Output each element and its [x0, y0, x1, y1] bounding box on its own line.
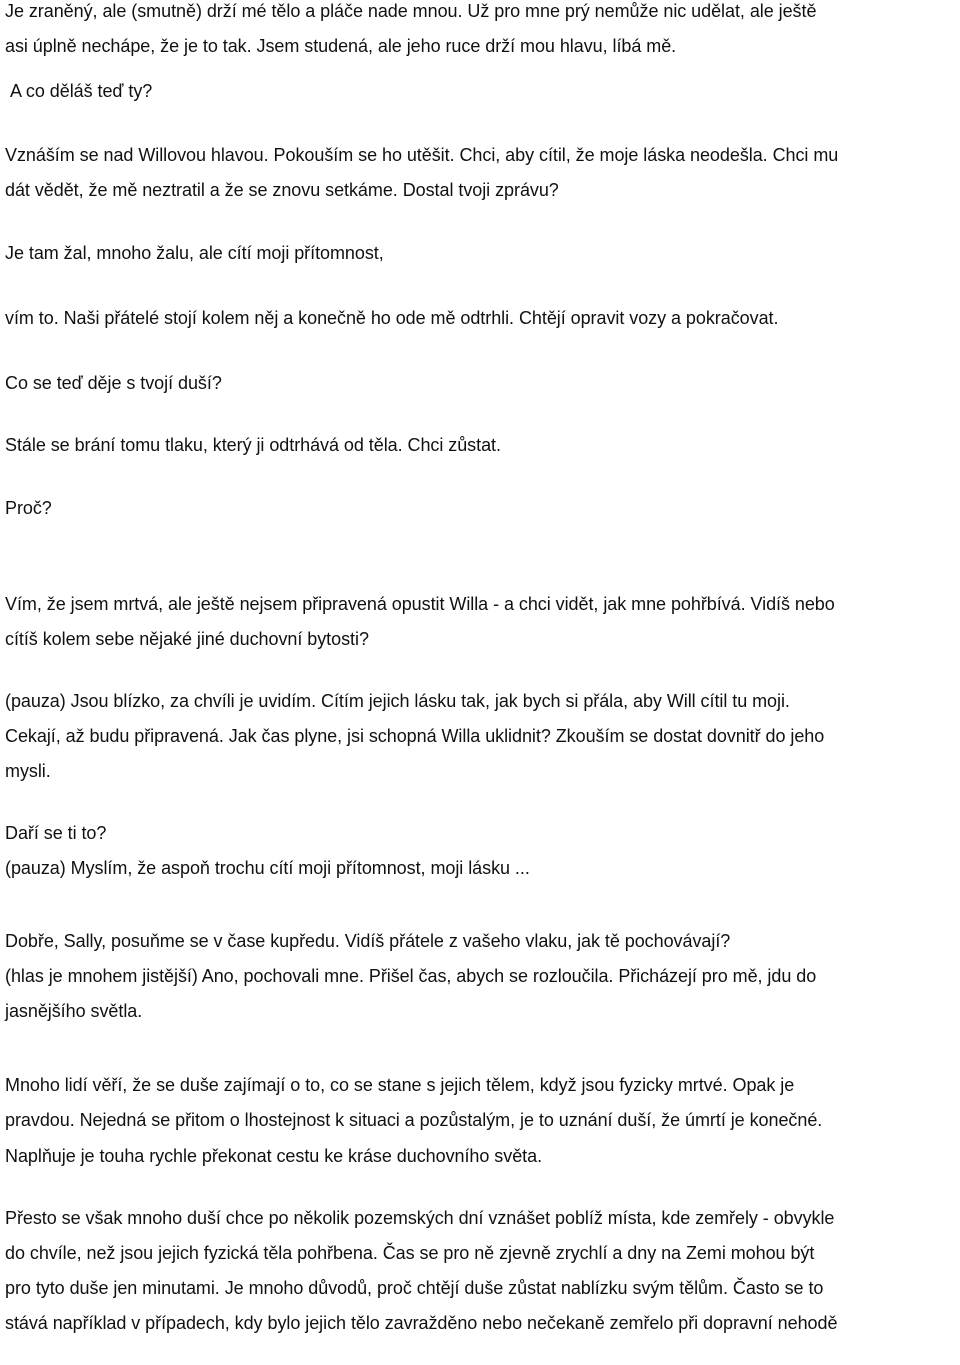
- text-line: Přesto se však mnoho duší chce po několik pozemských dní vznášet poblíž místa, kde zemřely - obvykle: [5, 1208, 835, 1228]
- text-line: stává například v případech, kdy bylo jejich tělo zavražděno nebo nečekaně zemřelo při dopravní nehodě: [5, 1313, 838, 1333]
- text-line: Cekají, až budu připravená. Jak čas plyne, jsi schopná Willa uklidnit? Zkouším se dostat dovnitř do jeho: [5, 726, 825, 746]
- text-line: Je tam žal, mnoho žalu, ale cítí moji přítomnost,: [5, 243, 384, 263]
- question-line: Daří se ti to?: [5, 823, 107, 843]
- text-line: cítíš kolem sebe nějaké jiné duchovní bytosti?: [5, 629, 369, 649]
- text-line: jasnějšího světla.: [5, 1001, 143, 1021]
- text-line: vím to. Naši přátelé stojí kolem něj a konečně ho ode mě odtrhli. Chtějí opravit vozy a pokračovat.: [5, 308, 779, 328]
- text-line: pravdou. Nejedná se přitom o lhostejnost k situaci a pozůstalým, je to uznání duší, že úmrtí je konečné.: [5, 1110, 823, 1130]
- text-line: dát vědět, že mě neztratil a že se znovu setkáme. Dostal tvoji zprávu?: [5, 180, 559, 200]
- question-line: A co děláš teď ty?: [10, 81, 153, 101]
- text-line: Naplňuje je touha rychle překonat cestu ke kráse duchovního světa.: [5, 1146, 543, 1166]
- text-line: (pauza) Jsou blízko, za chvíli je uvidím. Cítím jejich lásku tak, jak bych si přála, aby Will cítil tu moji.: [5, 691, 790, 711]
- text-line: do chvíle, než jsou jejich fyzická těla pohřbena. Čas se pro ně zjevně zrychlí a dny na Zemi mohou být: [5, 1243, 815, 1263]
- text-line: pro tyto duše jen minutami. Je mnoho důvodů, proč chtějí duše zůstat nablízku svým tělům. Často se to: [5, 1278, 824, 1298]
- text-line: (pauza) Myslím, že aspoň trochu cítí moji přítomnost, moji lásku ...: [5, 858, 530, 878]
- text-line: mysli.: [5, 761, 51, 781]
- text-line: Vím, že jsem mrtvá, ale ještě nejsem připravená opustit Willa - a chci vidět, jak mne pohřbívá. Vidíš nebo: [5, 594, 835, 614]
- text-line: Je zraněný, ale (smutně) drží mé tělo a pláče nade mnou. Už pro mne prý nemůže nic udělat, ale ještě: [5, 1, 817, 21]
- text-line: Dobře, Sally, posuňme se v čase kupředu. Vidíš přátele z vašeho vlaku, jak tě pochovávají?: [5, 931, 731, 951]
- text-line: asi úplně nechápe, že je to tak. Jsem studená, ale jeho ruce drží mou hlavu, líbá mě.: [5, 36, 677, 56]
- text-line: Stále se brání tomu tlaku, který ji odtrhává od těla. Chci zůstat.: [5, 435, 501, 455]
- question-line: Co se teď děje s tvojí duší?: [5, 373, 222, 393]
- text-line: (hlas je mnohem jistější) Ano, pochovali mne. Přišel čas, abych se rozloučila. Přicházejí pro mě, jdu do: [5, 966, 817, 986]
- text-line: Mnoho lidí věří, že se duše zajímají o to, co se stane s jejich tělem, když jsou fyzicky mrtvé. Opak je: [5, 1075, 795, 1095]
- question-line: Proč?: [5, 498, 52, 518]
- text-line: Vznáším se nad Willovou hlavou. Pokouším se ho utěšit. Chci, aby cítil, že moje láska neodešla. Chci mu: [5, 145, 839, 165]
